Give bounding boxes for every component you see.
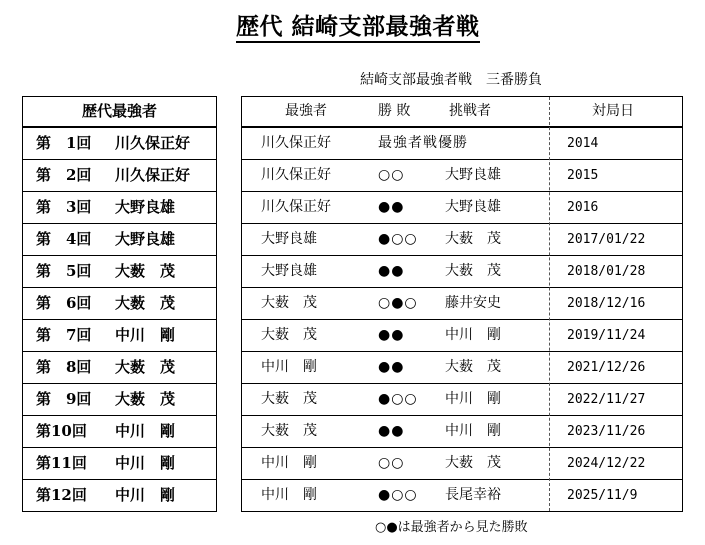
match-result: 最強者戦優勝 <box>378 135 468 151</box>
challenger-name: 大野良雄 <box>445 167 501 183</box>
round-number: 第12回 <box>36 486 87 504</box>
match-date: 2015 <box>567 168 599 183</box>
challenger-name: 大薮 茂 <box>445 231 501 247</box>
round-winner: 川久保正好 <box>115 134 191 152</box>
round-winner: 川久保正好 <box>115 166 191 184</box>
match-row <box>242 288 682 320</box>
round-number: 第 3回 <box>36 198 92 216</box>
footnote: ○●は最強者から見た勝敗 <box>375 520 528 535</box>
challenger-name: 大薮 茂 <box>445 263 501 279</box>
match-row <box>242 480 682 512</box>
champion-name: 中川 剛 <box>261 487 317 503</box>
round-winner: 大野良雄 <box>115 198 176 216</box>
match-result: ○○ <box>378 455 405 471</box>
match-row <box>242 320 682 352</box>
round-winner: 中川 剛 <box>115 326 176 344</box>
match-date: 2018/01/28 <box>567 264 646 279</box>
round-number: 第10回 <box>36 422 87 440</box>
match-date: 2024/12/22 <box>567 456 646 471</box>
champion-name: 大薮 茂 <box>261 327 317 343</box>
champion-row <box>23 192 216 224</box>
round-number: 第11回 <box>36 454 87 472</box>
match-date: 2018/12/16 <box>567 296 646 311</box>
round-winner: 大薮 茂 <box>115 294 176 312</box>
header-result: 勝 敗 <box>378 103 411 119</box>
match-date: 2025/11/9 <box>567 488 638 503</box>
past-champions-table <box>22 96 217 512</box>
page-title: 歴代 結崎支部最強者戦 <box>236 14 480 43</box>
match-row <box>242 352 682 384</box>
match-result: ●● <box>378 263 405 279</box>
champion-row <box>23 256 216 288</box>
match-result: ●● <box>378 199 405 215</box>
match-row <box>242 256 682 288</box>
round-number: 第 7回 <box>36 326 92 344</box>
champion-row <box>23 128 216 160</box>
challenger-name: 中川 剛 <box>445 423 501 439</box>
round-number: 第 2回 <box>36 166 92 184</box>
match-date: 2021/12/26 <box>567 360 646 375</box>
champion-name: 中川 剛 <box>261 359 317 375</box>
champion-name: 川久保正好 <box>261 167 331 183</box>
champion-name: 大野良雄 <box>261 263 317 279</box>
match-date: 2016 <box>567 200 599 215</box>
champion-row <box>23 416 216 448</box>
champion-row <box>23 288 216 320</box>
match-results-table <box>241 96 683 512</box>
match-date: 2023/11/26 <box>567 424 646 439</box>
past-champions-header: 歴代最強者 <box>23 97 216 128</box>
match-date: 2017/01/22 <box>567 232 646 247</box>
challenger-name: 中川 剛 <box>445 391 501 407</box>
challenger-name: 長尾幸裕 <box>445 487 501 503</box>
champion-row <box>23 160 216 192</box>
champion-name: 川久保正好 <box>261 135 331 151</box>
champion-name: 川久保正好 <box>261 199 331 215</box>
challenger-name: 大薮 茂 <box>445 455 501 471</box>
champion-row <box>23 352 216 384</box>
round-winner: 中川 剛 <box>115 422 176 440</box>
match-row <box>242 416 682 448</box>
round-number: 第 6回 <box>36 294 92 312</box>
round-winner: 中川 剛 <box>115 486 176 504</box>
match-result: ○●○ <box>378 295 418 311</box>
header-date: 対局日 <box>592 103 634 119</box>
match-row <box>242 160 682 192</box>
match-date: 2022/11/27 <box>567 392 646 407</box>
match-row <box>242 128 682 160</box>
champion-name: 大薮 茂 <box>261 423 317 439</box>
match-row <box>242 448 682 480</box>
match-date: 2019/11/24 <box>567 328 646 343</box>
champion-name: 大野良雄 <box>261 231 317 247</box>
round-winner: 大薮 茂 <box>115 262 176 280</box>
challenger-name: 大薮 茂 <box>445 359 501 375</box>
challenger-name: 藤井安史 <box>445 295 501 311</box>
round-winner: 大薮 茂 <box>115 358 176 376</box>
round-winner: 大野良雄 <box>115 230 176 248</box>
match-row <box>242 384 682 416</box>
match-result: ●● <box>378 327 405 343</box>
round-winner: 中川 剛 <box>115 454 176 472</box>
match-row <box>242 224 682 256</box>
match-row <box>242 192 682 224</box>
match-date: 2014 <box>567 136 599 151</box>
match-result: ●○○ <box>378 231 418 247</box>
match-result: ●○○ <box>378 487 418 503</box>
match-results-header <box>242 97 682 128</box>
challenger-name: 中川 剛 <box>445 327 501 343</box>
round-winner: 大薮 茂 <box>115 390 176 408</box>
round-number: 第 4回 <box>36 230 92 248</box>
match-result: ○○ <box>378 167 405 183</box>
header-challenger: 挑戦者 <box>449 103 491 119</box>
round-number: 第 9回 <box>36 390 92 408</box>
champion-name: 中川 剛 <box>261 455 317 471</box>
round-number: 第 1回 <box>36 134 92 152</box>
match-result: ●● <box>378 359 405 375</box>
subtitle: 結崎支部最強者戦 三番勝負 <box>360 72 542 88</box>
champion-row <box>23 448 216 480</box>
champion-row <box>23 320 216 352</box>
champion-row <box>23 224 216 256</box>
champion-row <box>23 384 216 416</box>
champion-row <box>23 480 216 512</box>
match-result: ●● <box>378 423 405 439</box>
match-result: ●○○ <box>378 391 418 407</box>
challenger-name: 大野良雄 <box>445 199 501 215</box>
champion-name: 大薮 茂 <box>261 391 317 407</box>
champion-name: 大薮 茂 <box>261 295 317 311</box>
date-column-divider <box>549 97 550 511</box>
round-number: 第 8回 <box>36 358 92 376</box>
header-champion: 最強者 <box>285 103 327 119</box>
round-number: 第 5回 <box>36 262 92 280</box>
